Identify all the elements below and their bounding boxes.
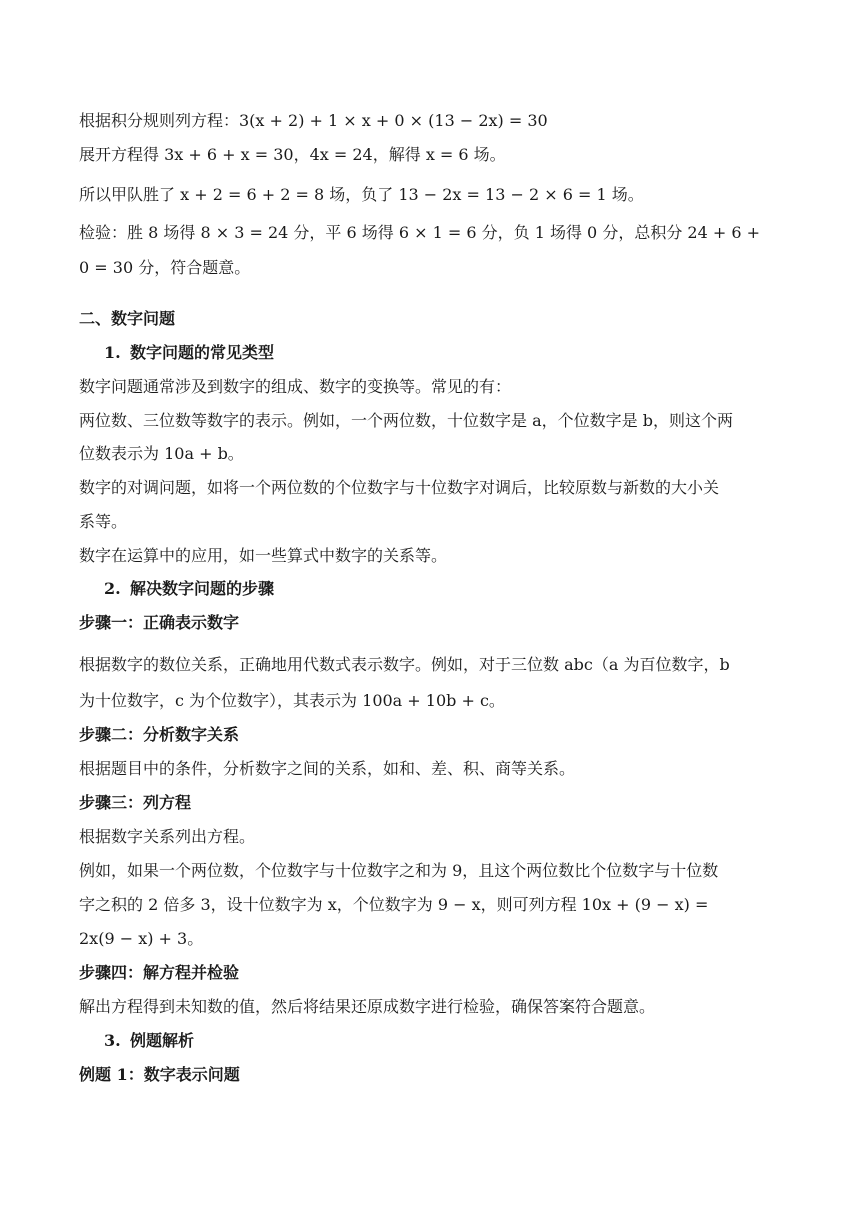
subsection-title: 数字问题的常见类型 xyxy=(130,343,275,362)
step-heading: 步骤三：列方程 xyxy=(79,793,192,812)
paragraph-line: 根据数字的数位关系，正确地用代数式表示数字。例如，对于三位数 abc（a 为百位数字，b xyxy=(79,655,730,674)
example-heading: 例题 1：数字表示问题 xyxy=(79,1065,240,1084)
paragraph-line: 2x(9 − x) + 3。 xyxy=(79,929,204,948)
paragraph-line: 为十位数字，c 为个位数字），其表示为 100a + 10b + c。 xyxy=(79,691,505,710)
step-heading: 步骤一：正确表示数字 xyxy=(79,613,240,632)
paragraph-line: 根据题目中的条件，分析数字之间的关系，如和、差、积、商等关系。 xyxy=(79,759,576,778)
paragraph-line: 数字在运算中的应用，如一些算式中数字的关系等。 xyxy=(79,546,448,565)
paragraph-line: 根据数字关系列出方程。 xyxy=(79,827,256,846)
paragraph-line: 0 = 30 分，符合题意。 xyxy=(79,258,251,277)
subsection-heading xyxy=(104,578,274,600)
paragraph-line: 系等。 xyxy=(79,512,128,531)
list-number: 3. xyxy=(104,1031,121,1050)
subsection-heading xyxy=(104,1030,194,1052)
paragraph-line: 位数表示为 10a + b。 xyxy=(79,444,244,463)
list-number: 2. xyxy=(104,579,121,598)
step-heading: 步骤二：分析数字关系 xyxy=(79,725,240,744)
paragraph-line: 两位数、三位数等数字的表示。例如，一个两位数，十位数字是 a，个位数字是 b，则这个两 xyxy=(79,411,733,430)
paragraph-line: 数字问题通常涉及到数字的组成、数字的变换等。常见的有： xyxy=(79,377,512,396)
paragraph-line: 解出方程得到未知数的值，然后将结果还原成数字进行检验，确保答案符合题意。 xyxy=(79,997,656,1016)
subsection-title: 例题解析 xyxy=(130,1031,195,1050)
subsection-title: 解决数字问题的步骤 xyxy=(130,579,275,598)
subsection-heading xyxy=(104,342,274,364)
section-heading: 二、数字问题 xyxy=(79,309,176,328)
paragraph-line: 字之积的 2 倍多 3，设十位数字为 x，个位数字为 9 − x，则可列方程 10x + (9 − x) = xyxy=(79,895,709,914)
step-heading: 步骤四：解方程并检验 xyxy=(79,963,240,982)
paragraph-line: 根据积分规则列方程：3(x + 2) + 1 × x + 0 × (13 − 2x) = 30 xyxy=(79,111,548,130)
paragraph-line: 数字的对调问题，如将一个两位数的个位数字与十位数字对调后，比较原数与新数的大小关 xyxy=(79,478,720,497)
paragraph-line: 所以甲队胜了 x + 2 = 6 + 2 = 8 场，负了 13 − 2x = 13 − 2 × 6 = 1 场。 xyxy=(79,185,644,204)
paragraph-line: 展开方程得 3x + 6 + x = 30，4x = 24，解得 x = 6 场。 xyxy=(79,145,506,164)
paragraph-line: 检验：胜 8 场得 8 × 3 = 24 分，平 6 场得 6 × 1 = 6 分，负 1 场得 0 分，总积分 24 + 6 + xyxy=(79,223,761,242)
list-number: 1. xyxy=(104,343,121,362)
paragraph-line: 例如，如果一个两位数，个位数字与十位数字之和为 9，且这个两位数比个位数字与十位数 xyxy=(79,861,719,880)
